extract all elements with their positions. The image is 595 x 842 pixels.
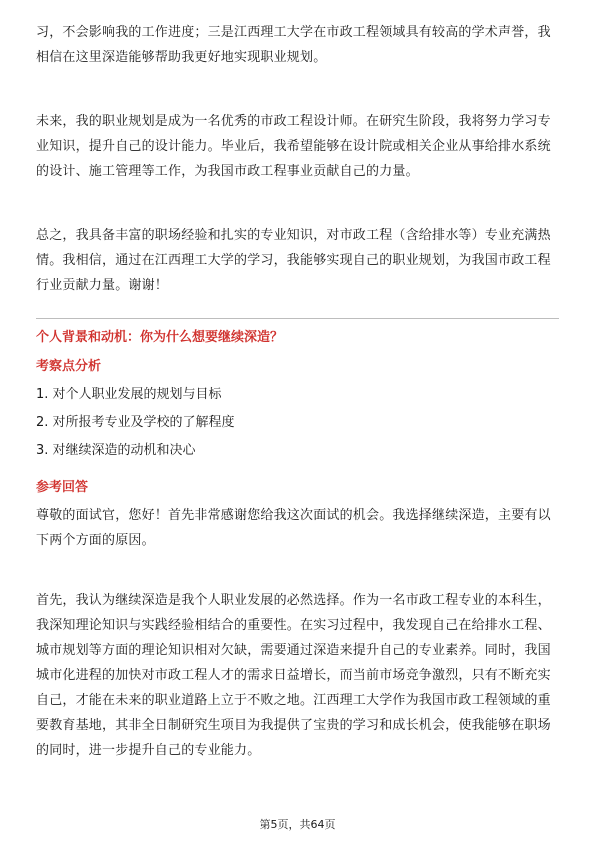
analysis-item-1: 1. 对个人职业发展的规划与目标 bbox=[36, 387, 222, 402]
analysis-heading: 考察点分析 bbox=[36, 359, 102, 374]
section-divider bbox=[36, 318, 559, 319]
document-page bbox=[36, 0, 559, 842]
paragraph-continuation: 习，不会影响我的工作进度；三是江西理工大学在市政工程领域具有较高的学术声誉，我相信在这里深造能够帮助我更好地实现职业规划。 bbox=[36, 25, 551, 65]
analysis-item-2: 2. 对所报考专业及学校的了解程度 bbox=[36, 415, 235, 430]
answer-paragraph-first-reason: 首先，我认为继续深造是我个人职业发展的必然选择。作为一名市政工程专业的本科生，我深知理论知识与实践经验相结合的重要性。在实习过程中，我发现自己在给排水工程、城市规划等方面的理论知识相对欠缺，需要通过深造来提升自己的专业素养。同时，我国城市化进程的加快对市政工程人才的需求日益增长，而当前市场竞争激烈，只有不断充实自己，才能在未来的职业道路上立于不败之地。江西理工大学作为我国市政工程领域的重要教育基地，其非全日制研究生项目为我提供了宝贵的学习和成长机会，使我能够在职场的同时，进一步提升自己的专业能力。 bbox=[36, 593, 551, 758]
analysis-item-3: 3. 对继续深造的动机和决心 bbox=[36, 443, 196, 458]
question-title: 个人背景和动机：你为什么想要继续深造？ bbox=[36, 330, 284, 345]
page-number: 第5页，共64页 bbox=[259, 818, 336, 831]
paragraph-career-plan: 未来，我的职业规划是成为一名优秀的市政工程设计师。在研究生阶段，我将努力学习专业知识，提升自己的设计能力。毕业后，我希望能够在设计院或相关企业从事给排水系统的设计、施工管理等工作，为我国市政工程事业贡献自己的力量。 bbox=[36, 114, 551, 179]
paragraph-conclusion: 总之，我具备丰富的职场经验和扎实的专业知识，对市政工程（含给排水等）专业充满热情。我相信，通过在江西理工大学的学习，我能够实现自己的职业规划，为我国市政工程行业贡献力量。谢谢！ bbox=[36, 228, 551, 293]
answer-paragraph-intro: 尊敬的面试官，您好！首先非常感谢您给我这次面试的机会。我选择继续深造，主要有以下两个方面的原因。 bbox=[36, 508, 551, 548]
answer-heading: 参考回答 bbox=[36, 480, 89, 495]
